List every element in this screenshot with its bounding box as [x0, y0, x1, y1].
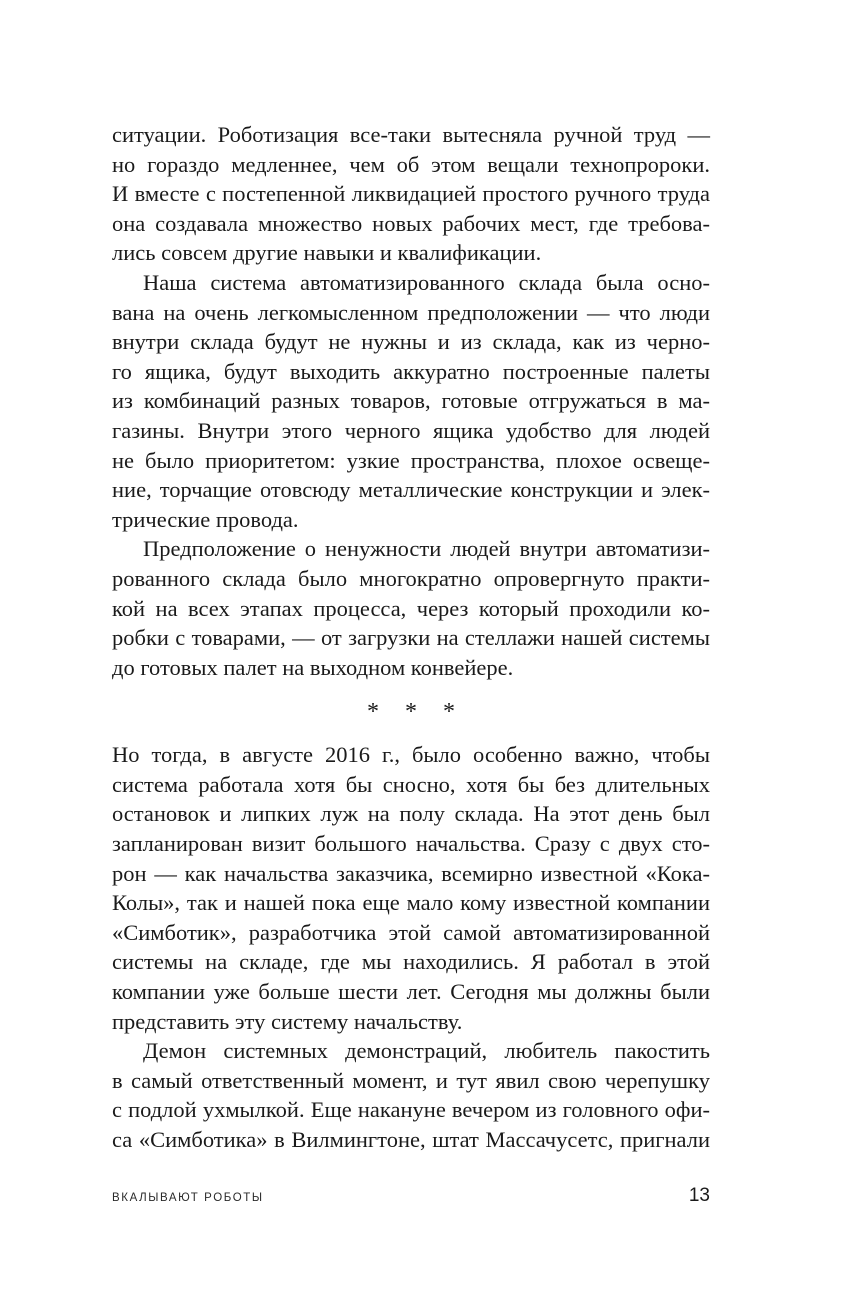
text-line: Предположение о ненужности людей внутри автоматизи-: [143, 536, 710, 562]
page-footer: [112, 1183, 710, 1213]
text-line: до готовых палет на выходном конвейере.: [112, 654, 514, 680]
text-line: вана на очень легкомысленном предположении — что люди: [112, 299, 710, 325]
paragraph: [112, 534, 710, 682]
text-line: в самый ответственный момент, и тут явил свою черепушку: [112, 1067, 710, 1093]
text-line: внутри склада будут не нужны и из склада, как из черно-: [112, 329, 710, 355]
text-line: трические провода.: [112, 506, 299, 532]
text-line: са «Симботика» в Вилмингтоне, штат Массачусетс, пригнали: [112, 1127, 710, 1152]
text-line: Демон системных демонстраций, любитель пакостить: [143, 1038, 710, 1064]
text-line: представить эту систему начальству.: [112, 1008, 463, 1034]
text-line: Колы», так и нашей пока еще мало кому известной компании: [112, 890, 710, 916]
text-line: рон — как начальства заказчика, всемирно известной «Кока-: [112, 860, 710, 886]
text-line: она создавала множество новых рабочих мест, где требова-: [112, 210, 710, 236]
text-line: компании уже больше шести лет. Сегодня мы должны были: [112, 979, 710, 1005]
text-line: кой на всех этапах процесса, через который проходили ко-: [112, 595, 710, 621]
text-line: запланирован визит большого начальства. Сразу с двух сто-: [112, 831, 710, 857]
text-line: лись совсем другие навыки и квалификации.: [112, 240, 542, 266]
text-line: система работала хотя бы сносно, хотя бы без длительных: [112, 771, 710, 797]
text-line: но гораздо медленнее, чем об этом вещали технопророки.: [112, 151, 710, 177]
paragraph: [112, 1036, 710, 1154]
paragraph: [112, 268, 710, 534]
text-line: робки с товарами, — от загрузки на стеллажи нашей системы: [112, 625, 710, 651]
text-line: из комбинаций разных товаров, готовые отгружаться в ма-: [112, 388, 710, 414]
text-line: не было приоритетом: узкие пространства, плохое освеще-: [112, 447, 710, 473]
text-line: остановок и липких луж на полу склада. На этот день был: [112, 801, 710, 827]
text-line: И вместе с постепенной ликвидацией простого ручного труда: [112, 181, 710, 207]
text-line: го ящика, будут выходить аккуратно построенные палеты: [112, 358, 710, 384]
text-line: системы на складе, где мы находились. Я работал в этой: [112, 949, 710, 975]
text-line: Но тогда, в августе 2016 г., было особенно важно, чтобы: [112, 742, 710, 768]
page-body: [112, 120, 710, 1155]
text-line: «Симботик», разработчика этой самой автоматизированной: [112, 919, 710, 945]
text-line: с подлой ухмылкой. Еще накануне вечером из головного офи-: [112, 1097, 710, 1123]
section-break: * * *: [367, 699, 465, 726]
page-number: 13: [688, 1185, 710, 1206]
text-line: ние, торчащие отовсюду металлические конструкции и элек-: [112, 477, 710, 503]
paragraph: [112, 740, 710, 1036]
running-title: ВКАЛЫВАЮТ РОБОТЫ: [112, 1192, 264, 1204]
text-line: Наша система автоматизированного склада была осно-: [143, 269, 710, 295]
text-line: ситуации. Роботизация все-таки вытесняла ручной труд —: [112, 122, 710, 147]
text-line: рованного склада было многократно опровергнуто практи-: [112, 565, 710, 591]
paragraph: [112, 120, 710, 268]
text-line: газины. Внутри этого черного ящика удобство для людей: [112, 417, 710, 443]
